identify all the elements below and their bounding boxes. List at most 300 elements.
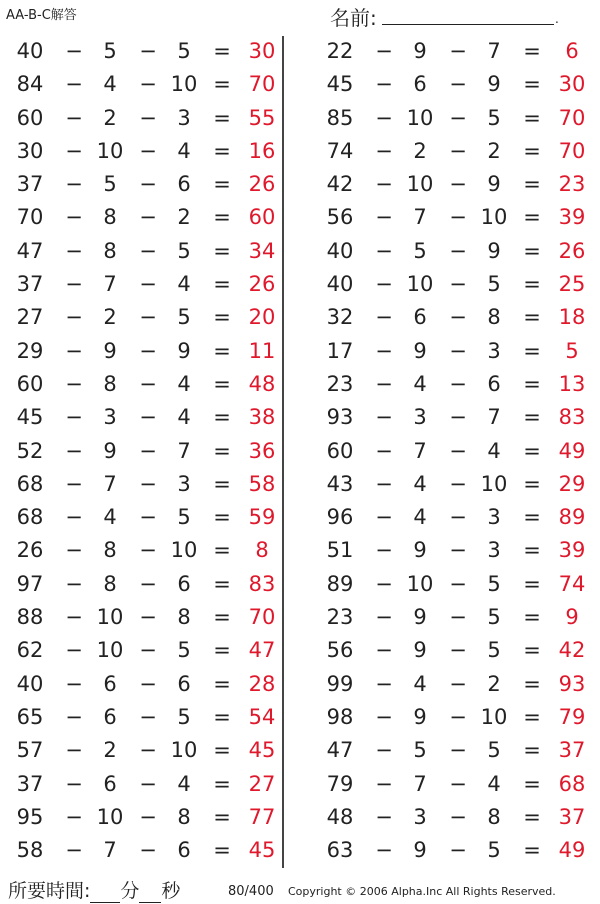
minus-sign: − <box>65 172 83 197</box>
equals-sign: = <box>523 72 541 97</box>
minus-sign: − <box>449 605 467 630</box>
answer: 77 <box>248 804 276 829</box>
minus-sign: − <box>449 571 467 596</box>
subtrahend-2: 4 <box>177 771 191 796</box>
minus-sign: − <box>139 605 157 630</box>
minus-sign: − <box>139 505 157 530</box>
answer: 8 <box>255 538 269 563</box>
minus-sign: − <box>375 704 393 729</box>
minuend: 37 <box>16 172 44 197</box>
equals-sign: = <box>523 105 541 130</box>
minuend: 68 <box>16 505 44 530</box>
minuend: 52 <box>16 438 44 463</box>
minus-sign: − <box>139 804 157 829</box>
subtrahend-1: 10 <box>96 804 124 829</box>
minus-sign: − <box>449 305 467 330</box>
answer: 45 <box>248 838 276 863</box>
equals-sign: = <box>213 72 231 97</box>
problem-row <box>300 436 600 469</box>
answer: 45 <box>248 738 276 763</box>
minus-sign: − <box>449 538 467 563</box>
minuend: 96 <box>326 505 354 530</box>
minus-sign: − <box>65 338 83 363</box>
answer: 34 <box>248 238 276 263</box>
subtrahend-2: 7 <box>487 39 501 63</box>
minus-sign: − <box>139 405 157 430</box>
minus-sign: − <box>65 505 83 530</box>
minus-sign: − <box>65 205 83 230</box>
minus-sign: − <box>65 605 83 630</box>
minuend: 79 <box>326 771 354 796</box>
minus-sign: − <box>139 538 157 563</box>
equals-sign: = <box>213 138 231 163</box>
equals-sign: = <box>523 571 541 596</box>
minus-sign: − <box>375 471 393 496</box>
answer: 70 <box>558 105 586 130</box>
subtrahend-1: 5 <box>103 39 117 63</box>
subtrahend-2: 5 <box>487 571 501 596</box>
equals-sign: = <box>213 371 231 396</box>
subtrahend-1: 7 <box>103 471 117 496</box>
subtrahend-2: 5 <box>487 605 501 630</box>
answer: 70 <box>558 138 586 163</box>
equals-sign: = <box>523 538 541 563</box>
equals-sign: = <box>213 105 231 130</box>
problem-row <box>300 802 600 835</box>
problem-row <box>300 136 600 169</box>
problem-row <box>0 635 282 668</box>
column-divider <box>282 36 284 868</box>
minuend: 85 <box>326 105 354 130</box>
answer: 20 <box>248 305 276 330</box>
equals-sign: = <box>523 371 541 396</box>
minus-sign: − <box>65 405 83 430</box>
minus-sign: − <box>139 305 157 330</box>
minus-sign: − <box>375 804 393 829</box>
minutes-label: 分 <box>120 880 140 902</box>
subtrahend-2: 8 <box>177 804 191 829</box>
subtrahend-1: 7 <box>103 272 117 297</box>
seconds-blank <box>139 880 161 903</box>
answer: 13 <box>558 371 586 396</box>
subtrahend-2: 7 <box>177 438 191 463</box>
minuend: 57 <box>16 738 44 763</box>
answer: 42 <box>558 638 586 663</box>
minus-sign: − <box>449 272 467 297</box>
minuend: 37 <box>16 771 44 796</box>
subtrahend-2: 9 <box>487 72 501 97</box>
answer: 83 <box>248 571 276 596</box>
subtrahend-1: 9 <box>103 438 117 463</box>
equals-sign: = <box>523 39 541 63</box>
minuend: 51 <box>326 538 354 563</box>
subtrahend-1: 6 <box>413 305 427 330</box>
minus-sign: − <box>139 771 157 796</box>
equals-sign: = <box>213 838 231 863</box>
copyright: Copyright © 2006 Alpha.Inc All Rights Reserved. <box>288 885 556 898</box>
subtrahend-2: 5 <box>177 638 191 663</box>
subtrahend-1: 2 <box>103 738 117 763</box>
subtrahend-1: 2 <box>413 138 427 163</box>
minus-sign: − <box>449 405 467 430</box>
answer: 70 <box>248 72 276 97</box>
equals-sign: = <box>523 305 541 330</box>
minus-sign: − <box>449 438 467 463</box>
equals-sign: = <box>213 704 231 729</box>
subtrahend-1: 10 <box>406 105 434 130</box>
subtrahend-2: 5 <box>177 39 191 63</box>
minuend: 89 <box>326 571 354 596</box>
equals-sign: = <box>213 671 231 696</box>
problem-row <box>0 569 282 602</box>
problems-right-column <box>300 36 600 868</box>
equals-sign: = <box>523 704 541 729</box>
subtrahend-1: 9 <box>413 39 427 63</box>
minus-sign: − <box>65 39 83 63</box>
minus-sign: − <box>65 305 83 330</box>
subtrahend-1: 7 <box>413 771 427 796</box>
subtrahend-1: 3 <box>103 405 117 430</box>
minuend: 40 <box>326 238 354 263</box>
subtrahend-1: 9 <box>413 638 427 663</box>
problem-row <box>300 769 600 802</box>
minuend: 40 <box>326 272 354 297</box>
minus-sign: − <box>375 238 393 263</box>
equals-sign: = <box>213 638 231 663</box>
problem-row <box>300 835 600 868</box>
minuend: 40 <box>16 39 44 63</box>
minus-sign: − <box>449 238 467 263</box>
problem-row <box>0 202 282 235</box>
equals-sign: = <box>523 505 541 530</box>
minus-sign: − <box>375 605 393 630</box>
minuend: 47 <box>326 738 354 763</box>
minus-sign: − <box>139 838 157 863</box>
minus-sign: − <box>375 571 393 596</box>
minus-sign: − <box>449 105 467 130</box>
minus-sign: − <box>139 272 157 297</box>
problem-row <box>300 169 600 202</box>
minus-sign: − <box>375 505 393 530</box>
problem-row <box>0 769 282 802</box>
minus-sign: − <box>65 571 83 596</box>
problem-row <box>0 735 282 768</box>
equals-sign: = <box>213 538 231 563</box>
answer: 58 <box>248 471 276 496</box>
equals-sign: = <box>213 771 231 796</box>
subtrahend-1: 8 <box>103 205 117 230</box>
subtrahend-2: 4 <box>177 371 191 396</box>
answer: 68 <box>558 771 586 796</box>
minus-sign: − <box>449 704 467 729</box>
equals-sign: = <box>523 638 541 663</box>
problem-row <box>0 669 282 702</box>
subtrahend-1: 10 <box>96 605 124 630</box>
subtrahend-1: 3 <box>413 405 427 430</box>
problem-row <box>0 402 282 435</box>
minus-sign: − <box>139 371 157 396</box>
subtrahend-1: 4 <box>413 371 427 396</box>
problem-row <box>300 602 600 635</box>
answer: 55 <box>248 105 276 130</box>
equals-sign: = <box>213 305 231 330</box>
minus-sign: − <box>449 505 467 530</box>
subtrahend-2: 10 <box>480 704 508 729</box>
minuend: 62 <box>16 638 44 663</box>
minuend: 45 <box>326 72 354 97</box>
minuend: 43 <box>326 471 354 496</box>
problem-row <box>0 702 282 735</box>
subtrahend-1: 4 <box>413 471 427 496</box>
subtrahend-2: 5 <box>487 272 501 297</box>
subtrahend-2: 9 <box>177 338 191 363</box>
subtrahend-2: 3 <box>177 105 191 130</box>
subtrahend-2: 10 <box>480 471 508 496</box>
minus-sign: − <box>375 771 393 796</box>
answer: 74 <box>558 571 586 596</box>
equals-sign: = <box>213 738 231 763</box>
subtrahend-2: 5 <box>487 838 501 863</box>
answer: 38 <box>248 405 276 430</box>
subtrahend-2: 4 <box>487 771 501 796</box>
subtrahend-1: 7 <box>413 205 427 230</box>
subtrahend-2: 6 <box>177 838 191 863</box>
subtrahend-2: 4 <box>487 438 501 463</box>
minuend: 56 <box>326 205 354 230</box>
minus-sign: − <box>449 638 467 663</box>
equals-sign: = <box>213 205 231 230</box>
answer: 59 <box>248 505 276 530</box>
minus-sign: − <box>375 405 393 430</box>
subtrahend-1: 10 <box>406 272 434 297</box>
equals-sign: = <box>213 438 231 463</box>
subtrahend-2: 10 <box>480 205 508 230</box>
problem-row <box>300 402 600 435</box>
answer: 37 <box>558 738 586 763</box>
equals-sign: = <box>213 505 231 530</box>
equals-sign: = <box>213 338 231 363</box>
minuend: 88 <box>16 605 44 630</box>
problem-row <box>300 336 600 369</box>
answer: 89 <box>558 505 586 530</box>
minuend: 17 <box>326 338 354 363</box>
minuend: 97 <box>16 571 44 596</box>
minus-sign: − <box>65 72 83 97</box>
subtrahend-1: 7 <box>413 438 427 463</box>
minuend: 63 <box>326 838 354 863</box>
minuend: 23 <box>326 605 354 630</box>
name-trailing-dot: . <box>555 12 559 26</box>
seconds-label: 秒 <box>161 880 181 902</box>
minus-sign: − <box>375 738 393 763</box>
minus-sign: − <box>65 671 83 696</box>
minuend: 68 <box>16 471 44 496</box>
minuend: 37 <box>16 272 44 297</box>
subtrahend-1: 6 <box>103 671 117 696</box>
problem-row <box>300 669 600 702</box>
minuend: 22 <box>326 39 354 63</box>
problem-row <box>0 336 282 369</box>
subtrahend-2: 3 <box>487 538 501 563</box>
subtrahend-1: 9 <box>413 538 427 563</box>
minus-sign: − <box>375 671 393 696</box>
minus-sign: − <box>139 471 157 496</box>
minuend: 26 <box>16 538 44 563</box>
answer: 49 <box>558 838 586 863</box>
minus-sign: − <box>449 804 467 829</box>
minus-sign: − <box>449 338 467 363</box>
problem-row <box>300 469 600 502</box>
answer: 70 <box>248 605 276 630</box>
subtrahend-1: 3 <box>413 804 427 829</box>
minus-sign: − <box>449 671 467 696</box>
subtrahend-1: 6 <box>103 704 117 729</box>
minuend: 48 <box>326 804 354 829</box>
minus-sign: − <box>139 205 157 230</box>
subtrahend-2: 5 <box>487 738 501 763</box>
problem-row <box>300 735 600 768</box>
problem-row <box>0 502 282 535</box>
problem-row <box>300 502 600 535</box>
problem-row <box>300 103 600 136</box>
subtrahend-2: 2 <box>487 138 501 163</box>
minus-sign: − <box>449 771 467 796</box>
subtrahend-1: 10 <box>406 571 434 596</box>
minuend: 32 <box>326 305 354 330</box>
answer: 29 <box>558 471 586 496</box>
answer: 28 <box>248 671 276 696</box>
minus-sign: − <box>139 571 157 596</box>
subtrahend-1: 8 <box>103 238 117 263</box>
minus-sign: − <box>449 172 467 197</box>
subtrahend-1: 2 <box>103 105 117 130</box>
minus-sign: − <box>65 738 83 763</box>
subtrahend-1: 10 <box>96 138 124 163</box>
minus-sign: − <box>65 704 83 729</box>
minuend: 42 <box>326 172 354 197</box>
minus-sign: − <box>65 771 83 796</box>
problem-row <box>0 236 282 269</box>
subtrahend-2: 4 <box>177 272 191 297</box>
problem-row <box>300 702 600 735</box>
equals-sign: = <box>213 605 231 630</box>
minus-sign: − <box>375 105 393 130</box>
problem-row <box>0 269 282 302</box>
problem-row <box>0 103 282 136</box>
minus-sign: − <box>65 272 83 297</box>
minuend: 95 <box>16 804 44 829</box>
equals-sign: = <box>523 671 541 696</box>
equals-sign: = <box>523 605 541 630</box>
subtrahend-2: 6 <box>487 371 501 396</box>
answer: 93 <box>558 671 586 696</box>
problem-row <box>300 36 600 69</box>
equals-sign: = <box>523 804 541 829</box>
minus-sign: − <box>449 471 467 496</box>
answer: 9 <box>565 605 579 630</box>
minuend: 93 <box>326 405 354 430</box>
minus-sign: − <box>375 438 393 463</box>
problem-row <box>300 69 600 102</box>
subtrahend-2: 9 <box>487 172 501 197</box>
subtrahend-1: 8 <box>103 371 117 396</box>
subtrahend-2: 3 <box>487 338 501 363</box>
answer: 47 <box>248 638 276 663</box>
minus-sign: − <box>65 371 83 396</box>
minuend: 40 <box>16 671 44 696</box>
minus-sign: − <box>375 338 393 363</box>
minus-sign: − <box>375 138 393 163</box>
subtrahend-2: 5 <box>487 105 501 130</box>
minuend: 74 <box>326 138 354 163</box>
problem-row <box>300 269 600 302</box>
page-number: 80/400 <box>228 884 274 899</box>
answer: 26 <box>248 272 276 297</box>
time-taken <box>8 876 180 903</box>
problem-row <box>0 835 282 868</box>
equals-sign: = <box>523 238 541 263</box>
minus-sign: − <box>375 39 393 63</box>
answer: 27 <box>248 771 276 796</box>
subtrahend-1: 8 <box>103 538 117 563</box>
subtrahend-1: 9 <box>413 838 427 863</box>
subtrahend-1: 10 <box>406 172 434 197</box>
minus-sign: − <box>65 105 83 130</box>
minus-sign: − <box>375 272 393 297</box>
equals-sign: = <box>523 838 541 863</box>
answer: 30 <box>248 39 276 63</box>
subtrahend-2: 10 <box>170 538 198 563</box>
equals-sign: = <box>213 405 231 430</box>
answer: 18 <box>558 305 586 330</box>
equals-sign: = <box>213 172 231 197</box>
subtrahend-2: 7 <box>487 405 501 430</box>
problem-row <box>300 369 600 402</box>
minuend: 70 <box>16 205 44 230</box>
subtrahend-1: 10 <box>96 638 124 663</box>
minus-sign: − <box>139 72 157 97</box>
minus-sign: − <box>375 371 393 396</box>
equals-sign: = <box>523 172 541 197</box>
subtrahend-1: 4 <box>413 505 427 530</box>
minus-sign: − <box>139 671 157 696</box>
subtrahend-2: 9 <box>487 238 501 263</box>
minus-sign: − <box>65 638 83 663</box>
subtrahend-2: 8 <box>487 305 501 330</box>
problem-row <box>0 535 282 568</box>
minus-sign: − <box>449 39 467 63</box>
minuend: 56 <box>326 638 354 663</box>
minuend: 29 <box>16 338 44 363</box>
problem-row <box>0 136 282 169</box>
answer: 30 <box>558 72 586 97</box>
minus-sign: − <box>139 105 157 130</box>
subtrahend-2: 4 <box>177 405 191 430</box>
equals-sign: = <box>213 272 231 297</box>
problem-row <box>0 302 282 335</box>
subtrahend-2: 5 <box>487 638 501 663</box>
subtrahend-2: 2 <box>177 205 191 230</box>
answer: 79 <box>558 704 586 729</box>
subtrahend-2: 5 <box>177 305 191 330</box>
minus-sign: − <box>449 738 467 763</box>
answer: 26 <box>558 238 586 263</box>
subtrahend-1: 9 <box>103 338 117 363</box>
subtrahend-2: 10 <box>170 72 198 97</box>
minus-sign: − <box>139 638 157 663</box>
minus-sign: − <box>139 738 157 763</box>
minus-sign: − <box>139 438 157 463</box>
